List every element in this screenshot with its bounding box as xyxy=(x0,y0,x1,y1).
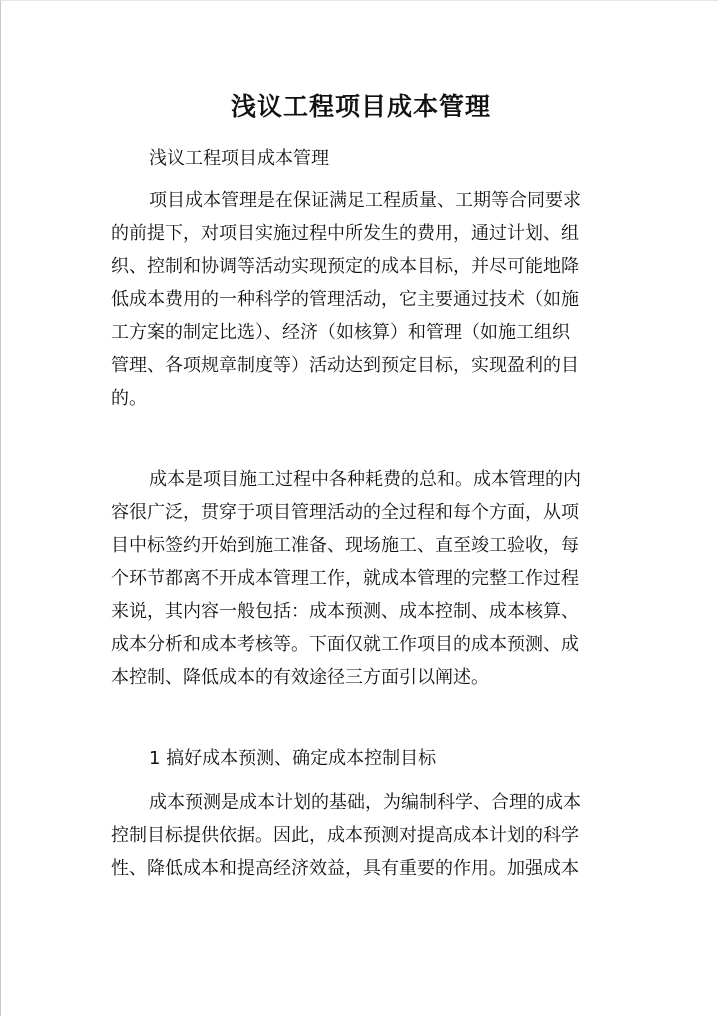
paragraph-line: 低成本费用的一种科学的管理活动，它主要通过技术（如施 xyxy=(111,289,579,310)
paragraph-line: 本控制、降低成本的有效途径三方面引以阐述。 xyxy=(111,667,489,688)
paragraph-2 xyxy=(111,463,616,694)
paragraph-line: 的。 xyxy=(111,388,147,409)
paragraph-3 xyxy=(111,786,616,885)
paragraph-line: 织、控制和协调等活动实现预定的成本目标，并尽可能地降 xyxy=(111,256,579,277)
section-heading-1 xyxy=(111,742,616,775)
paragraph-line: 性、降低成本和提高经济效益，具有重要的作用。加强成本 xyxy=(111,858,579,879)
document-subtitle xyxy=(111,142,616,175)
paragraph-line: 的前提下，对项目实施过程中所发生的费用，通过计划、组 xyxy=(111,223,579,244)
document-title: 浅议工程项目成本管理 xyxy=(230,92,491,121)
paragraph-1 xyxy=(111,184,616,415)
paragraph-line: 个环节都离不开成本管理工作，就成本管理的完整工作过程 xyxy=(111,568,579,589)
paragraph-line: 目中标签约开始到施工准备、现场施工、直至竣工验收，每 xyxy=(111,535,579,556)
subtitle-text: 浅议工程项目成本管理 xyxy=(149,148,329,169)
paragraph-line: 管理、各项规章制度等）活动达到预定目标，实现盈利的目 xyxy=(111,355,579,376)
paragraph-line: 成本分析和成本考核等。下面仅就工作项目的成本预测、成 xyxy=(111,634,579,655)
paragraph-line: 工方案的制定比选）、经济（如核算）和管理（如施工组织 xyxy=(111,322,570,343)
paragraph-line: 控制目标提供依据。因此，成本预测对提高成本计划的科学 xyxy=(111,825,579,846)
paragraph-line: 容很广泛，贯穿于项目管理活动的全过程和每个方面，从项 xyxy=(111,502,579,523)
section-heading-text: 1 搞好成本预测、确定成本控制目标 xyxy=(149,748,437,769)
paragraph-line: 成本是项目施工过程中各种耗费的总和。成本管理的内 xyxy=(149,469,581,490)
paragraph-line: 成本预测是成本计划的基础，为编制科学、合理的成本 xyxy=(149,792,581,813)
paragraph-line: 项目成本管理是在保证满足工程质量、工期等合同要求 xyxy=(149,190,581,211)
paragraph-line: 来说，其内容一般包括：成本预测、成本控制、成本核算、 xyxy=(111,601,579,622)
